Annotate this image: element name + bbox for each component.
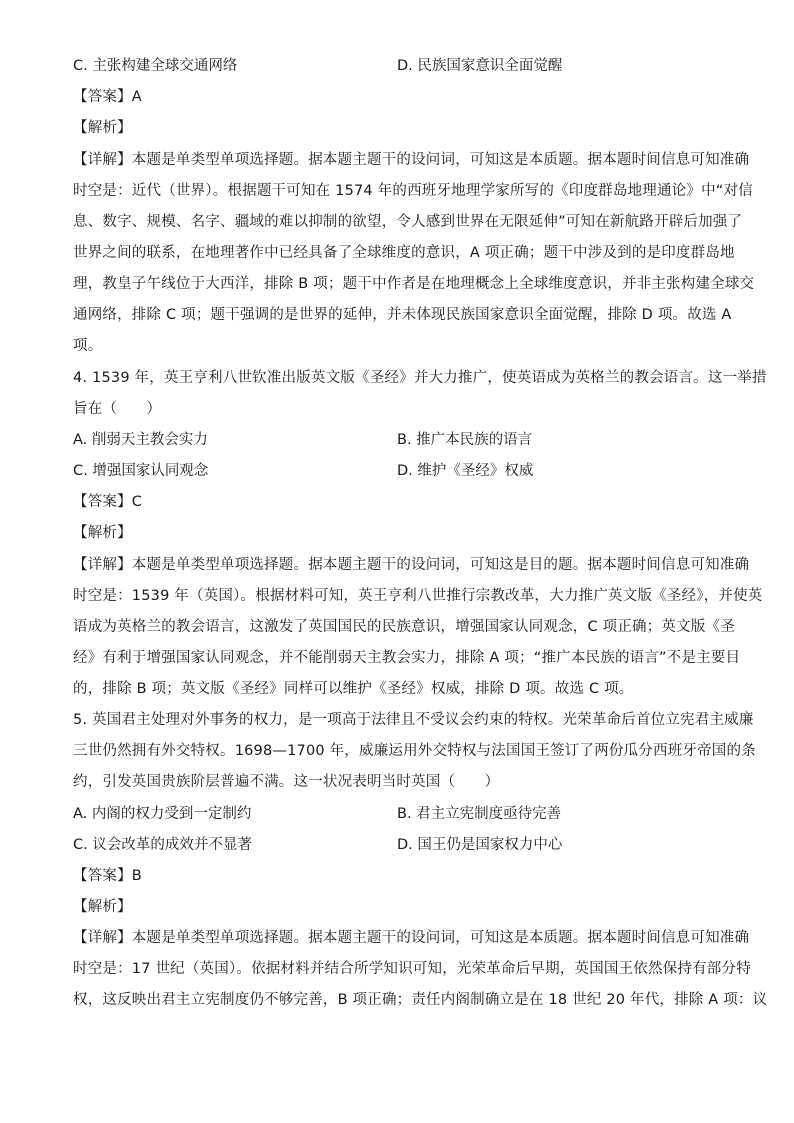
text-line: 时空是：17 世纪（英国）。依据材料并结合所学知识可知，光荣革命后早期，英国国王依然保持有部分特: [73, 961, 751, 977]
text-line: 【答案】A: [73, 89, 142, 105]
text-line: 时空是：1539 年（英国）。根据材料可知，英王亨利八世推行宗教改革，大力推广英文版《圣经》，并使英: [73, 588, 763, 604]
text-line: 时空是：近代（世界）。根据题干可知在 1574 年的西班牙地理学家所写的《印度群岛地理通论》中“对信: [73, 183, 753, 199]
option-right: D. 维护《圣经》权威: [397, 463, 534, 479]
text-line: 世界之间的联系，在地理著作中已经具备了全球维度的意识，A 项正确；题干中涉及到的是印度群岛地: [73, 245, 735, 261]
text-line: 的，排除 B 项；英文版《圣经》同样可以维护《圣经》权威，排除 D 项。故选 C 项。: [73, 681, 634, 697]
text-line: 【答案】B: [73, 868, 142, 884]
option-left: C. 议会改革的成效并不显著: [73, 837, 252, 853]
text-line: 【解析】: [73, 120, 132, 136]
text-line: 【解析】: [73, 899, 132, 915]
option-left: A. 削弱天主教会实力: [73, 432, 208, 448]
text-line: 旨在（ ）: [73, 401, 162, 417]
option-right: D. 国王仍是国家权力中心: [397, 837, 563, 853]
text-line: 经》有利于增强国家认同观念，并不能削弱天主教会实力，排除 A 项；“推广本民族的语言”不是主要目: [73, 650, 741, 666]
text-line: 息、数字、规模、名字、疆域的难以抑制的欲望，令人感到世界在无限延伸”可知在新航路开辟后加强了: [73, 214, 743, 230]
text-line: 三世仍然拥有外交特权。1698—1700 年，威廉运用外交特权与法国国王签订了两份瓜分西班牙帝国的条: [73, 743, 756, 759]
text-line: 通网络，排除 C 项；题干强调的是世界的延伸，并未体现民族国家意识全面觉醒，排除 D 项。故选 A: [73, 307, 732, 323]
option-right: B. 推广本民族的语言: [397, 432, 533, 448]
text-line: 【答案】C: [73, 494, 143, 510]
option-left: C. 主张构建全球交通网络: [73, 58, 238, 74]
text-line: 【详解】本题是单类型单项选择题。据本题主题干的设问词，可知这是目的题。据本题时间信息可知准确: [73, 557, 750, 573]
option-right: B. 君主立宪制度亟待完善: [397, 806, 562, 822]
text-line: 权，这反映出君主立宪制度仍不够完善，B 项正确；责任内阁制确立是在 18 世纪 20 年代，排除 A 项：议: [73, 992, 768, 1008]
text-line: 语成为英格兰的教会语言，这激发了英国国民的民族意识，增强国家认同观念，C 项正确；英文版《圣: [73, 619, 735, 635]
option-left: A. 内阁的权力受到一定制约: [73, 806, 252, 822]
text-line: 5. 英国君主处理对外事务的权力，是一项高于法律且不受议会约束的特权。光荣革命后首位立宪君主威廉: [73, 712, 754, 728]
text-line: 约，引发英国贵族阶层普遍不满。这一状况表明当时英国（ ）: [73, 774, 500, 790]
text-line: 理，教皇子午线位于大西洋，排除 B 项；题干中作者是在地理概念上全球维度意识，并非主张构建全球交: [73, 276, 755, 292]
text-line: 4. 1539 年，英王亨利八世钦准出版英文版《圣经》并大力推广，使英语成为英格兰的教会语言。这一举措: [73, 370, 767, 386]
option-right: D. 民族国家意识全面觉醒: [397, 58, 563, 74]
text-line: 【详解】本题是单类型单项选择题。据本题主题干的设问词，可知这是本质题。据本题时间信息可知准确: [73, 930, 750, 946]
option-left: C. 增强国家认同观念: [73, 463, 209, 479]
text-line: 项。: [73, 338, 103, 354]
text-line: 【解析】: [73, 525, 132, 541]
text-line: 【详解】本题是单类型单项选择题。据本题主题干的设问词，可知这是本质题。据本题时间信息可知准确: [73, 152, 750, 168]
